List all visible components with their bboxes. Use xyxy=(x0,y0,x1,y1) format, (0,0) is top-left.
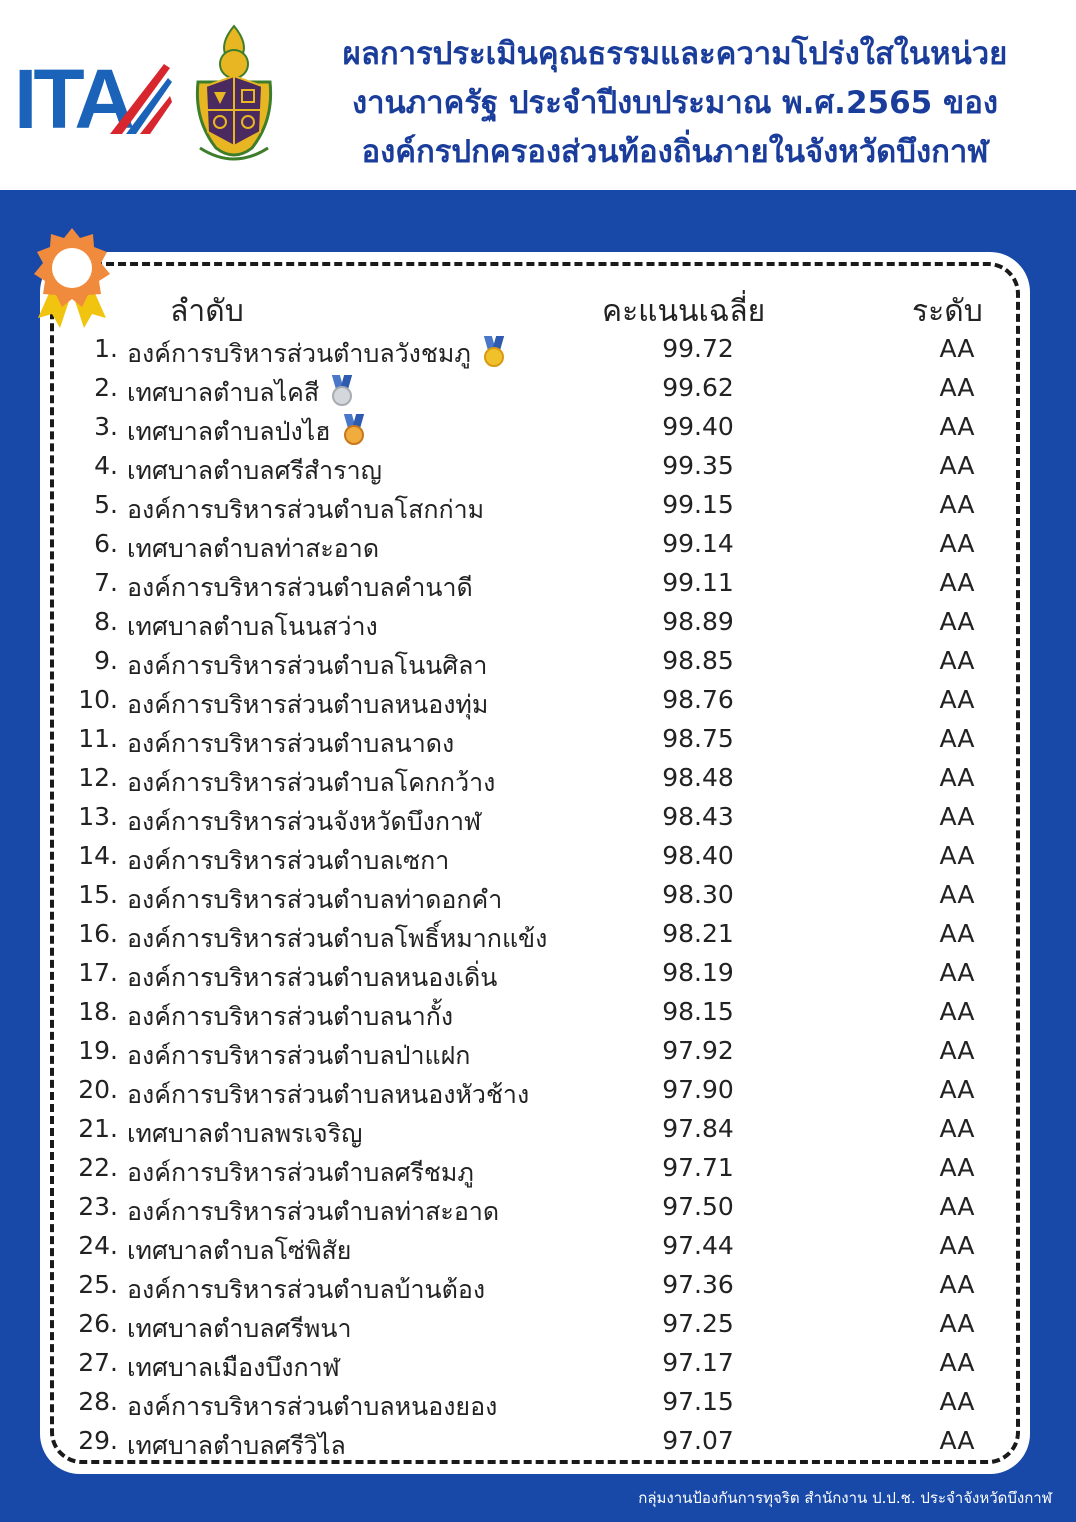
header-rank: ลำดับ xyxy=(170,294,244,329)
row-level: AA xyxy=(939,490,975,519)
organization-name-text: องค์การบริหารส่วนตำบลนาดง xyxy=(127,729,455,758)
row-rank-number: 29. xyxy=(78,1426,118,1455)
row-rank-number: 7. xyxy=(94,568,118,597)
table-row xyxy=(0,1385,1076,1424)
row-level: AA xyxy=(939,802,975,831)
row-rank-number: 19. xyxy=(78,1036,118,1065)
row-average-score: 97.50 xyxy=(662,1192,734,1221)
table-row xyxy=(0,995,1076,1034)
row-organization-name xyxy=(127,490,484,530)
ita-logo xyxy=(14,56,174,138)
row-level: AA xyxy=(939,607,975,636)
row-organization-name xyxy=(127,1075,529,1115)
award-ribbon-icon xyxy=(24,226,120,334)
table-row xyxy=(0,1346,1076,1385)
table-row xyxy=(0,683,1076,722)
table-row xyxy=(0,1268,1076,1307)
organization-name-text: เทศบาลตำบลพรเจริญ xyxy=(127,1119,363,1148)
row-average-score: 97.71 xyxy=(662,1153,734,1182)
organization-name-text: เทศบาลตำบลศรีสำราญ xyxy=(127,456,382,485)
table-row xyxy=(0,878,1076,917)
row-level: AA xyxy=(939,451,975,480)
table-row xyxy=(0,488,1076,527)
row-level: AA xyxy=(939,646,975,675)
row-organization-name xyxy=(127,763,495,803)
organization-name-text: องค์การบริหารส่วนจังหวัดบึงกาฬ xyxy=(127,807,482,836)
table-row xyxy=(0,527,1076,566)
row-organization-name xyxy=(127,802,481,842)
organization-name-text: องค์การบริหารส่วนตำบลเซกา xyxy=(127,846,450,875)
table-row xyxy=(0,956,1076,995)
row-average-score: 99.40 xyxy=(662,412,734,441)
row-organization-name xyxy=(127,1036,470,1076)
row-average-score: 98.30 xyxy=(662,880,734,909)
organization-name-text: องค์การบริหารส่วนตำบลคำนาดี xyxy=(127,573,473,602)
row-average-score: 98.76 xyxy=(662,685,734,714)
organization-name-text: องค์การบริหารส่วนตำบลนากั้ง xyxy=(127,1002,454,1031)
row-rank-number: 27. xyxy=(78,1348,118,1377)
row-organization-name xyxy=(127,607,378,647)
row-rank-number: 6. xyxy=(94,529,118,558)
row-average-score: 98.85 xyxy=(662,646,734,675)
table-row xyxy=(0,917,1076,956)
row-level: AA xyxy=(939,1231,975,1260)
organization-name-text: เทศบาลตำบลศรีพนา xyxy=(127,1314,352,1343)
table-row xyxy=(0,1424,1076,1463)
row-organization-name xyxy=(127,451,382,491)
organization-name-text: เทศบาลเมืองบึงกาฬ xyxy=(127,1353,340,1382)
row-level: AA xyxy=(939,919,975,948)
row-average-score: 97.17 xyxy=(662,1348,734,1377)
row-rank-number: 10. xyxy=(78,685,118,714)
row-level: AA xyxy=(939,1153,975,1182)
nacc-seal-emblem xyxy=(186,20,282,166)
row-average-score: 98.40 xyxy=(662,841,734,870)
row-level: AA xyxy=(939,529,975,558)
table-row xyxy=(0,605,1076,644)
table-row xyxy=(0,839,1076,878)
organization-name-text: เทศบาลตำบลป่งไฮ xyxy=(127,417,331,446)
row-organization-name xyxy=(127,1153,474,1193)
organization-name-text: องค์การบริหารส่วนตำบลศรีชมภู xyxy=(127,1158,474,1187)
row-rank-number: 16. xyxy=(78,919,118,948)
table-row xyxy=(0,1151,1076,1190)
row-organization-name xyxy=(127,997,453,1037)
table-row xyxy=(0,410,1076,449)
row-average-score: 98.75 xyxy=(662,724,734,753)
organization-name-text: องค์การบริหารส่วนตำบลโคกกว้าง xyxy=(127,768,496,797)
row-organization-name xyxy=(127,1348,340,1388)
row-rank-number: 18. xyxy=(78,997,118,1026)
row-average-score: 99.15 xyxy=(662,490,734,519)
row-average-score: 98.15 xyxy=(662,997,734,1026)
row-average-score: 98.19 xyxy=(662,958,734,987)
row-average-score: 99.62 xyxy=(662,373,734,402)
row-rank-number: 12. xyxy=(78,763,118,792)
row-rank-number: 21. xyxy=(78,1114,118,1143)
row-rank-number: 26. xyxy=(78,1309,118,1338)
row-level: AA xyxy=(939,1348,975,1377)
table-row xyxy=(0,1112,1076,1151)
ita-logo-text: ITA xyxy=(14,56,132,138)
row-average-score: 97.90 xyxy=(662,1075,734,1104)
row-rank-number: 20. xyxy=(78,1075,118,1104)
row-organization-name xyxy=(127,1231,351,1271)
row-organization-name xyxy=(127,412,367,452)
row-organization-name xyxy=(127,568,473,608)
row-level: AA xyxy=(939,1270,975,1299)
row-average-score: 97.15 xyxy=(662,1387,734,1416)
row-average-score: 98.89 xyxy=(662,607,734,636)
row-rank-number: 17. xyxy=(78,958,118,987)
organization-name-text: องค์การบริหารส่วนตำบลหนองยอง xyxy=(127,1392,498,1421)
organization-name-text: องค์การบริหารส่วนตำบลวังชมภู xyxy=(127,339,471,368)
row-organization-name xyxy=(127,724,454,764)
table-row xyxy=(0,722,1076,761)
row-rank-number: 9. xyxy=(94,646,118,675)
footer-credit: กลุ่มงานป้องกันการทุจริต สำนักงาน ป.ป.ช. ประจำจังหวัดบึงกาฬ xyxy=(638,1489,1052,1507)
row-average-score: 99.11 xyxy=(662,568,734,597)
title-line-3: องค์กรปกครองส่วนท้องถิ่นภายในจังหวัดบึงกาฬ xyxy=(361,134,989,170)
row-level: AA xyxy=(939,412,975,441)
row-organization-name xyxy=(127,334,507,374)
table-row xyxy=(0,1190,1076,1229)
row-level: AA xyxy=(939,1075,975,1104)
row-level: AA xyxy=(939,958,975,987)
table-row xyxy=(0,449,1076,488)
row-rank-number: 28. xyxy=(78,1387,118,1416)
row-organization-name xyxy=(127,1426,346,1466)
gold-medal-icon xyxy=(481,336,507,368)
row-level: AA xyxy=(939,841,975,870)
row-rank-number: 23. xyxy=(78,1192,118,1221)
row-level: AA xyxy=(939,373,975,402)
row-level: AA xyxy=(939,568,975,597)
header-level: ระดับ xyxy=(912,294,983,329)
table-row xyxy=(0,761,1076,800)
row-average-score: 99.35 xyxy=(662,451,734,480)
organization-name-text: องค์การบริหารส่วนตำบลหนองทุ่ม xyxy=(127,690,489,719)
silver-medal-icon xyxy=(329,375,355,407)
row-organization-name xyxy=(127,841,449,881)
row-organization-name xyxy=(127,1309,352,1349)
title-line-2: งานภาครัฐ ประจำปีงบประมาณ พ.ศ.2565 ของ xyxy=(352,85,998,121)
table-row xyxy=(0,800,1076,839)
table-row xyxy=(0,1307,1076,1346)
row-level: AA xyxy=(939,1114,975,1143)
organization-name-text: องค์การบริหารส่วนตำบลท่าสะอาด xyxy=(127,1197,500,1226)
row-rank-number: 3. xyxy=(94,412,118,441)
table-row xyxy=(0,371,1076,410)
row-rank-number: 1. xyxy=(94,334,118,363)
row-average-score: 97.92 xyxy=(662,1036,734,1065)
organization-name-text: องค์การบริหารส่วนตำบลหนองเดิ่น xyxy=(127,963,498,992)
row-level: AA xyxy=(939,1387,975,1416)
row-organization-name xyxy=(127,646,487,686)
row-organization-name xyxy=(127,919,547,959)
row-average-score: 97.07 xyxy=(662,1426,734,1455)
row-rank-number: 8. xyxy=(94,607,118,636)
table-row xyxy=(0,1073,1076,1112)
row-average-score: 97.84 xyxy=(662,1114,734,1143)
row-average-score: 98.48 xyxy=(662,763,734,792)
row-average-score: 98.43 xyxy=(662,802,734,831)
organization-name-text: เทศบาลตำบลโนนสว่าง xyxy=(127,612,378,641)
organization-name-text: องค์การบริหารส่วนตำบลท่าดอกคำ xyxy=(127,885,503,914)
row-organization-name xyxy=(127,1114,362,1154)
table-row xyxy=(0,332,1076,371)
row-level: AA xyxy=(939,1309,975,1338)
organization-name-text: เทศบาลตำบลโซ่พิสัย xyxy=(127,1236,352,1265)
organization-name-text: เทศบาลตำบลท่าสะอาด xyxy=(127,534,380,563)
table-row xyxy=(0,644,1076,683)
title-line-1: ผลการประเมินคุณธรรมและความโปร่งใสในหน่วย xyxy=(342,36,1008,72)
results-list xyxy=(0,332,1076,1463)
row-average-score: 97.36 xyxy=(662,1270,734,1299)
row-rank-number: 2. xyxy=(94,373,118,402)
row-organization-name xyxy=(127,1270,485,1310)
page-title xyxy=(290,30,1060,177)
row-organization-name xyxy=(127,685,488,725)
organization-name-text: องค์การบริหารส่วนตำบลบ้านต้อง xyxy=(127,1275,486,1304)
table-row xyxy=(0,1229,1076,1268)
row-rank-number: 15. xyxy=(78,880,118,909)
row-average-score: 97.44 xyxy=(662,1231,734,1260)
bronze-medal-icon xyxy=(341,414,367,446)
row-level: AA xyxy=(939,1036,975,1065)
header-banner xyxy=(0,0,1076,190)
row-rank-number: 14. xyxy=(78,841,118,870)
header-average-score: คะแนนเฉลี่ย xyxy=(602,294,766,329)
organization-name-text: เทศบาลตำบลศรีวิไล xyxy=(127,1431,346,1460)
row-average-score: 99.72 xyxy=(662,334,734,363)
row-level: AA xyxy=(939,1426,975,1455)
row-rank-number: 13. xyxy=(78,802,118,831)
organization-name-text: องค์การบริหารส่วนตำบลโพธิ์หมากแข้ง xyxy=(127,924,548,953)
row-rank-number: 24. xyxy=(78,1231,118,1260)
row-level: AA xyxy=(939,763,975,792)
row-organization-name xyxy=(127,1192,499,1232)
row-average-score: 98.21 xyxy=(662,919,734,948)
row-rank-number: 22. xyxy=(78,1153,118,1182)
row-organization-name xyxy=(127,529,379,569)
organization-name-text: เทศบาลตำบลไคสี xyxy=(127,378,320,407)
row-average-score: 97.25 xyxy=(662,1309,734,1338)
row-organization-name xyxy=(127,373,355,413)
row-level: AA xyxy=(939,1192,975,1221)
table-row xyxy=(0,1034,1076,1073)
row-level: AA xyxy=(939,334,975,363)
row-rank-number: 4. xyxy=(94,451,118,480)
row-rank-number: 11. xyxy=(78,724,118,753)
row-organization-name xyxy=(127,958,497,998)
row-level: AA xyxy=(939,724,975,753)
organization-name-text: องค์การบริหารส่วนตำบลป่าแฝก xyxy=(127,1041,471,1070)
organization-name-text: องค์การบริหารส่วนตำบลโนนศิลา xyxy=(127,651,488,680)
row-rank-number: 25. xyxy=(78,1270,118,1299)
table-row xyxy=(0,566,1076,605)
row-level: AA xyxy=(939,997,975,1026)
row-level: AA xyxy=(939,685,975,714)
row-rank-number: 5. xyxy=(94,490,118,519)
organization-name-text: องค์การบริหารส่วนตำบลโสกก่าม xyxy=(127,495,485,524)
row-organization-name xyxy=(127,1387,497,1427)
organization-name-text: องค์การบริหารส่วนตำบลหนองหัวช้าง xyxy=(127,1080,530,1109)
row-average-score: 99.14 xyxy=(662,529,734,558)
row-level: AA xyxy=(939,880,975,909)
row-organization-name xyxy=(127,880,502,920)
